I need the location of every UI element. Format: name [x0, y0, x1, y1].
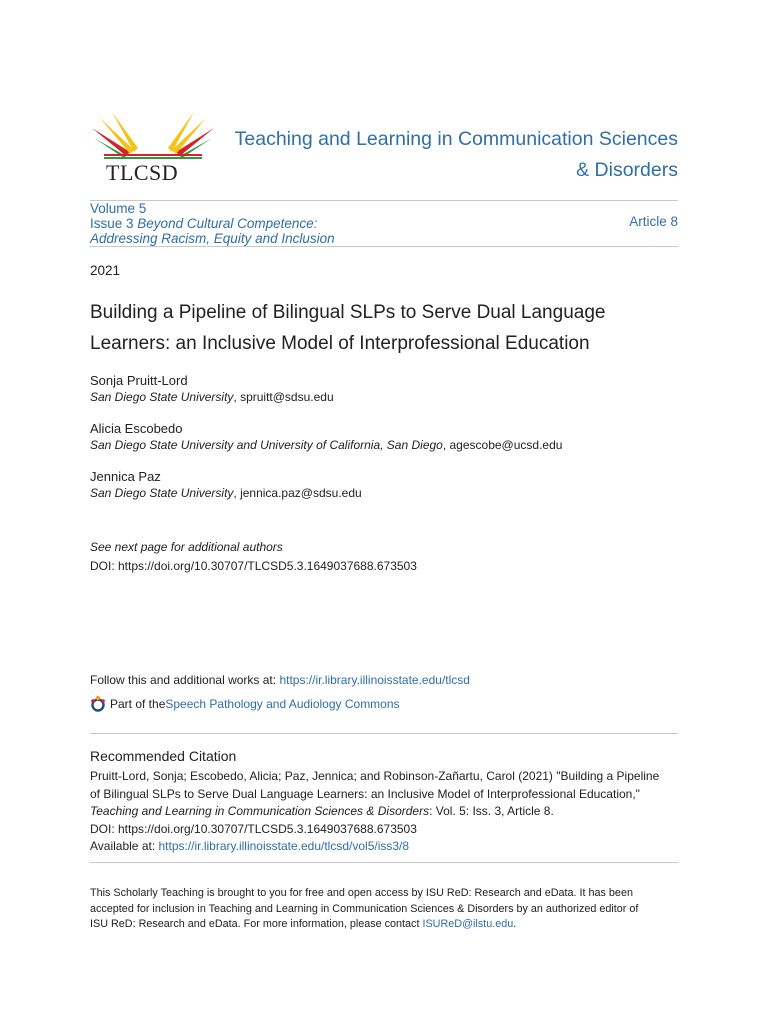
contact-email-link[interactable]: ISUReD@ilstu.edu [422, 918, 514, 930]
volume-link[interactable]: Volume 5 [90, 201, 147, 216]
article-link[interactable]: Article 8 [629, 214, 678, 229]
paper-title-line2: Learners: an Inclusive Model of Interprofessional Education [90, 333, 590, 354]
part-of-line [90, 695, 400, 713]
follow-line [90, 673, 470, 687]
additional-authors-note: See next page for additional authors [90, 540, 283, 554]
author-name: Alicia Escobedo [90, 421, 183, 436]
footer-period: . [513, 918, 517, 930]
doi: DOI: https://doi.org/10.30707/TLCSD5.3.1649037688.673503 [90, 559, 417, 573]
collection-link[interactable]: https://ir.library.illinoisstate.edu/tlcsd [279, 673, 470, 687]
author-name: Sonja Pruitt-Lord [90, 373, 188, 388]
logo-text: TLCSD [106, 160, 179, 185]
footer-line3: ISU ReD: Research and eData. For more information, please contact [90, 918, 423, 930]
journal-title-line2[interactable]: & Disorders [576, 159, 678, 181]
follow-text: Follow this and additional works at: [90, 673, 280, 687]
issue-prefix[interactable]: Issue 3 [90, 216, 134, 231]
citation-text [90, 768, 682, 856]
part-of-text: Part of the [110, 697, 166, 711]
author-email: , spruitt@sdsu.edu [233, 390, 334, 404]
author-1 [90, 373, 678, 406]
access-notice [90, 886, 682, 933]
issue-link[interactable] [90, 216, 678, 231]
journal-title-line1[interactable]: Teaching and Learning in Communication Sciences [234, 128, 678, 150]
citation-doi: DOI: https://doi.org/10.30707/TLCSD5.3.1649037688.673503 [90, 821, 417, 836]
journal-title[interactable] [198, 124, 678, 186]
footer-line1: This Scholarly Teaching is brought to you for free and open access by ISU ReD: Research and eData. It has been [90, 887, 633, 899]
issue-title-part1[interactable]: Beyond Cultural Competence: [137, 216, 318, 231]
divider-issue [90, 246, 678, 247]
author-3 [90, 469, 678, 502]
commons-link[interactable]: Speech Pathology and Audiology Commons [165, 697, 400, 711]
author-2 [90, 421, 678, 454]
issue-title-part2[interactable]: Addressing Racism, Equity and Inclusion [90, 231, 335, 246]
publication-year: 2021 [90, 263, 121, 278]
author-email: , jennica.paz@sdsu.edu [233, 486, 362, 500]
citation-line2: of Bilingual SLPs to Serve Dual Language Learners: an Inclusive Model of Interprofessional Education," [90, 786, 640, 801]
commons-network-icon [90, 695, 106, 713]
divider-citation [90, 733, 678, 734]
issue-info [90, 201, 678, 246]
paper-title [90, 297, 678, 359]
available-at-text: Available at: [90, 839, 159, 853]
article-url-link[interactable]: https://ir.library.illinoisstate.edu/tlcsd/vol5/iss3/8 [158, 839, 410, 853]
author-affiliation: San Diego State University and University of California, San Diego [90, 438, 443, 452]
author-email: , agescobe@ucsd.edu [442, 438, 563, 452]
paper-title-line1: Building a Pipeline of Bilingual SLPs to Serve Dual Language [90, 302, 606, 323]
author-affiliation: San Diego State University [90, 390, 234, 404]
author-name: Jennica Paz [90, 469, 161, 484]
recommended-citation-heading: Recommended Citation [90, 748, 237, 764]
footer-line2: accepted for inclusion in Teaching and Learning in Communication Sciences & Disorders by an authorized editor of [90, 902, 639, 915]
author-affiliation: San Diego State University [90, 486, 234, 500]
citation-journal: Teaching and Learning in Communication Sciences & Disorders [90, 804, 430, 818]
divider-footer [90, 862, 678, 863]
citation-line1: Pruitt-Lord, Sonja; Escobedo, Alicia; Paz, Jennica; and Robinson-Zañartu, Carol (2021) "Building a Pipeline [90, 769, 660, 783]
citation-volume: : Vol. 5: Iss. 3, Article 8. [429, 804, 554, 818]
